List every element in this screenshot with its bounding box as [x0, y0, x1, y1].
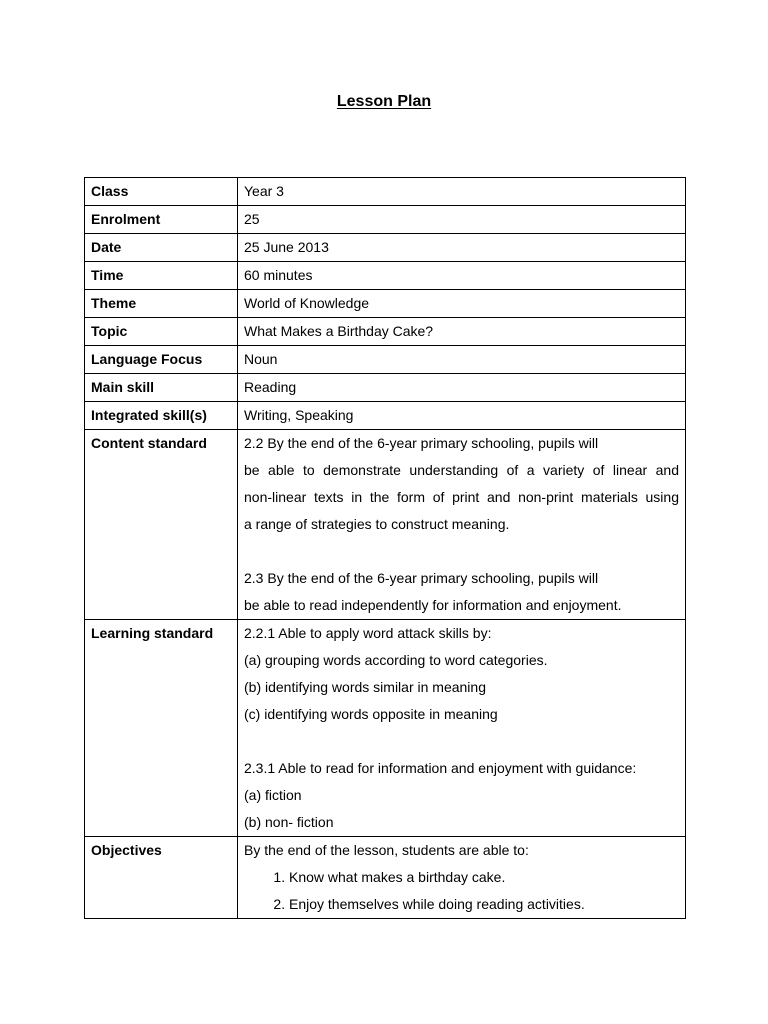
learning-standard-line: 2.3.1 Able to read for information and enjoyment with guidance: [244, 760, 637, 776]
date-label: Date [85, 234, 238, 262]
content-standard-label: Content standard [85, 430, 238, 620]
learning-standard-line: (c) identifying words opposite in meaning [244, 706, 498, 722]
objectives-label: Objectives [85, 837, 238, 919]
lesson-plan-table [84, 177, 686, 919]
enrolment-label: Enrolment [85, 206, 238, 234]
learning-standard-line: (a) grouping words according to word categories. [244, 652, 548, 668]
learning-standard-value [238, 620, 686, 837]
topic-value: What Makes a Birthday Cake? [238, 318, 686, 346]
spacer [244, 728, 679, 755]
time-label: Time [85, 262, 238, 290]
integrated-skills-value: Writing, Speaking [238, 402, 686, 430]
table-row-learning-standard [85, 620, 686, 837]
content-standard-line: a range of strategies to construct meaning. [244, 516, 510, 532]
page-title: Lesson Plan [336, 93, 432, 110]
objective-item: 2. Enjoy themselves while doing reading activities. [289, 891, 679, 918]
objectives-value [238, 837, 686, 919]
topic-label: Topic [85, 318, 238, 346]
learning-standard-line: 2.2.1 Able to apply word attack skills by: [244, 625, 492, 641]
class-label: Class [85, 178, 238, 206]
table-row-theme [85, 290, 686, 318]
enrolment-value: 25 [238, 206, 686, 234]
table-row-content-standard [85, 430, 686, 620]
objectives-list [244, 864, 679, 918]
date-value: 25 June 2013 [238, 234, 686, 262]
content-standard-line: be able to read independently for information and enjoyment. [244, 597, 622, 613]
time-value: 60 minutes [238, 262, 686, 290]
objective-item: 1. Know what makes a birthday cake. [289, 864, 679, 891]
content-standard-line: non-linear texts in the form of print and non-print materials using [244, 489, 679, 505]
table-row-topic [85, 318, 686, 346]
learning-standard-line: (b) identifying words similar in meaning [244, 679, 486, 695]
content-standard-value [238, 430, 686, 620]
class-value: Year 3 [238, 178, 686, 206]
language-focus-label: Language Focus [85, 346, 238, 374]
content-standard-line: be able to demonstrate understanding of a variety of linear and [244, 462, 679, 478]
objectives-intro: By the end of the lesson, students are able to: [244, 842, 529, 858]
table-row-class [85, 178, 686, 206]
table-row-objectives [85, 837, 686, 919]
theme-label: Theme [85, 290, 238, 318]
table-row-date [85, 234, 686, 262]
table-row-integrated-skills [85, 402, 686, 430]
spacer [244, 538, 679, 565]
learning-standard-label: Learning standard [85, 620, 238, 837]
table-row-time [85, 262, 686, 290]
theme-value: World of Knowledge [238, 290, 686, 318]
content-standard-line: 2.3 By the end of the 6-year primary schooling, pupils will [244, 570, 599, 586]
main-skill-value: Reading [238, 374, 686, 402]
table-row-enrolment [85, 206, 686, 234]
content-standard-line: 2.2 By the end of the 6-year primary schooling, pupils will [244, 435, 599, 451]
learning-standard-line: (a) fiction [244, 787, 302, 803]
learning-standard-line: (b) non- fiction [244, 814, 334, 830]
language-focus-value: Noun [238, 346, 686, 374]
table-row-language-focus [85, 346, 686, 374]
main-skill-label: Main skill [85, 374, 238, 402]
integrated-skills-label: Integrated skill(s) [85, 402, 238, 430]
table-row-main-skill [85, 374, 686, 402]
